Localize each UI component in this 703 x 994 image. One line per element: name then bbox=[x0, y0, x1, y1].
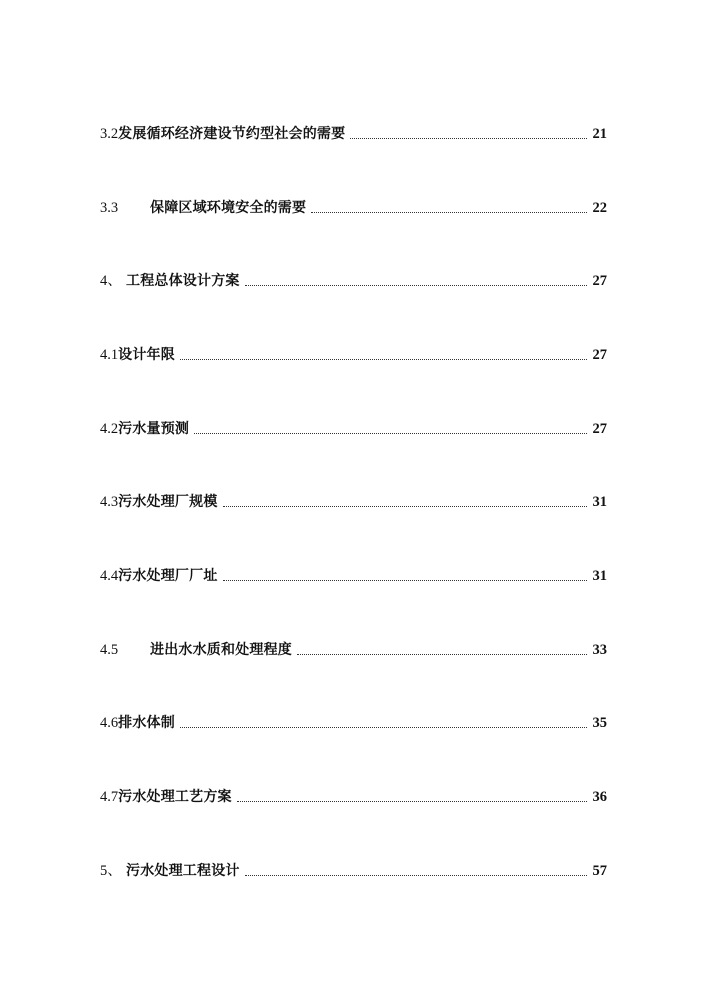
toc-entry-number: 4.3 bbox=[100, 494, 119, 510]
toc-entry-page-number: 27 bbox=[592, 347, 607, 363]
toc-entry-page-number: 31 bbox=[592, 568, 607, 584]
dot-leader bbox=[223, 505, 587, 507]
toc-entry-title: 发展循环经济建设节约型社会的需要 bbox=[118, 126, 346, 142]
toc-entry-title: 保障区域环境安全的需要 bbox=[150, 200, 307, 216]
toc-entry-number: 3.2 bbox=[100, 126, 119, 142]
dot-leader bbox=[245, 874, 587, 876]
toc-entry-number: 4.6 bbox=[100, 715, 119, 731]
toc-entry-page-number: 21 bbox=[592, 126, 607, 142]
toc-entry-number: 3.3 bbox=[100, 200, 119, 216]
dot-leader bbox=[180, 358, 587, 360]
toc-entry-title: 工程总体设计方案 bbox=[126, 273, 240, 289]
dot-leader bbox=[237, 800, 587, 802]
toc-entry-number: 5、 bbox=[100, 863, 122, 879]
toc-entry-4-7 bbox=[100, 786, 607, 808]
toc-entry-4-6 bbox=[100, 712, 607, 734]
toc-entry-4 bbox=[100, 270, 607, 292]
dot-leader bbox=[194, 432, 586, 434]
toc-entry-title: 污水量预测 bbox=[118, 421, 190, 437]
toc-entry-page-number: 31 bbox=[592, 494, 607, 510]
toc-entry-page-number: 27 bbox=[592, 273, 607, 289]
toc-entry-page-number: 35 bbox=[592, 715, 607, 731]
toc-entry-page-number: 33 bbox=[592, 642, 607, 658]
toc-entry-4-4 bbox=[100, 565, 607, 587]
toc-entry-page-number: 27 bbox=[592, 421, 607, 437]
dot-leader bbox=[297, 653, 587, 655]
dot-leader bbox=[245, 284, 587, 286]
dot-leader bbox=[223, 579, 587, 581]
toc-entry-title: 排水体制 bbox=[118, 715, 175, 731]
toc-entry-page-number: 22 bbox=[592, 200, 607, 216]
toc-entry-3-2 bbox=[100, 123, 607, 145]
toc-entry-number: 4.2 bbox=[100, 421, 119, 437]
toc-entry-number: 4.4 bbox=[100, 568, 119, 584]
dot-leader bbox=[180, 726, 587, 728]
dot-leader bbox=[311, 211, 586, 213]
toc-entry-number: 4.7 bbox=[100, 789, 119, 805]
dot-leader bbox=[350, 137, 586, 139]
toc-entry-4-1 bbox=[100, 344, 607, 366]
toc-entry-number: 4、 bbox=[100, 273, 122, 289]
toc-entry-title: 进出水水质和处理程度 bbox=[150, 642, 292, 658]
toc-entry-3-3 bbox=[100, 197, 607, 219]
toc-entry-title: 污水处理厂规模 bbox=[118, 494, 218, 510]
toc-entry-title: 污水处理工艺方案 bbox=[118, 789, 232, 805]
toc-entry-title: 设计年限 bbox=[118, 347, 175, 363]
toc-entry-4-5 bbox=[100, 639, 607, 661]
toc-entry-5 bbox=[100, 860, 607, 882]
toc-entry-page-number: 57 bbox=[592, 863, 607, 879]
toc-entry-page-number: 36 bbox=[592, 789, 607, 805]
toc-entry-number: 4.5 bbox=[100, 642, 119, 658]
toc-entry-title: 污水处理厂厂址 bbox=[118, 568, 218, 584]
toc-entry-number: 4.1 bbox=[100, 347, 119, 363]
toc-entry-title: 污水处理工程设计 bbox=[126, 863, 240, 879]
toc-entry-4-2 bbox=[100, 418, 607, 440]
toc-entry-4-3 bbox=[100, 491, 607, 513]
